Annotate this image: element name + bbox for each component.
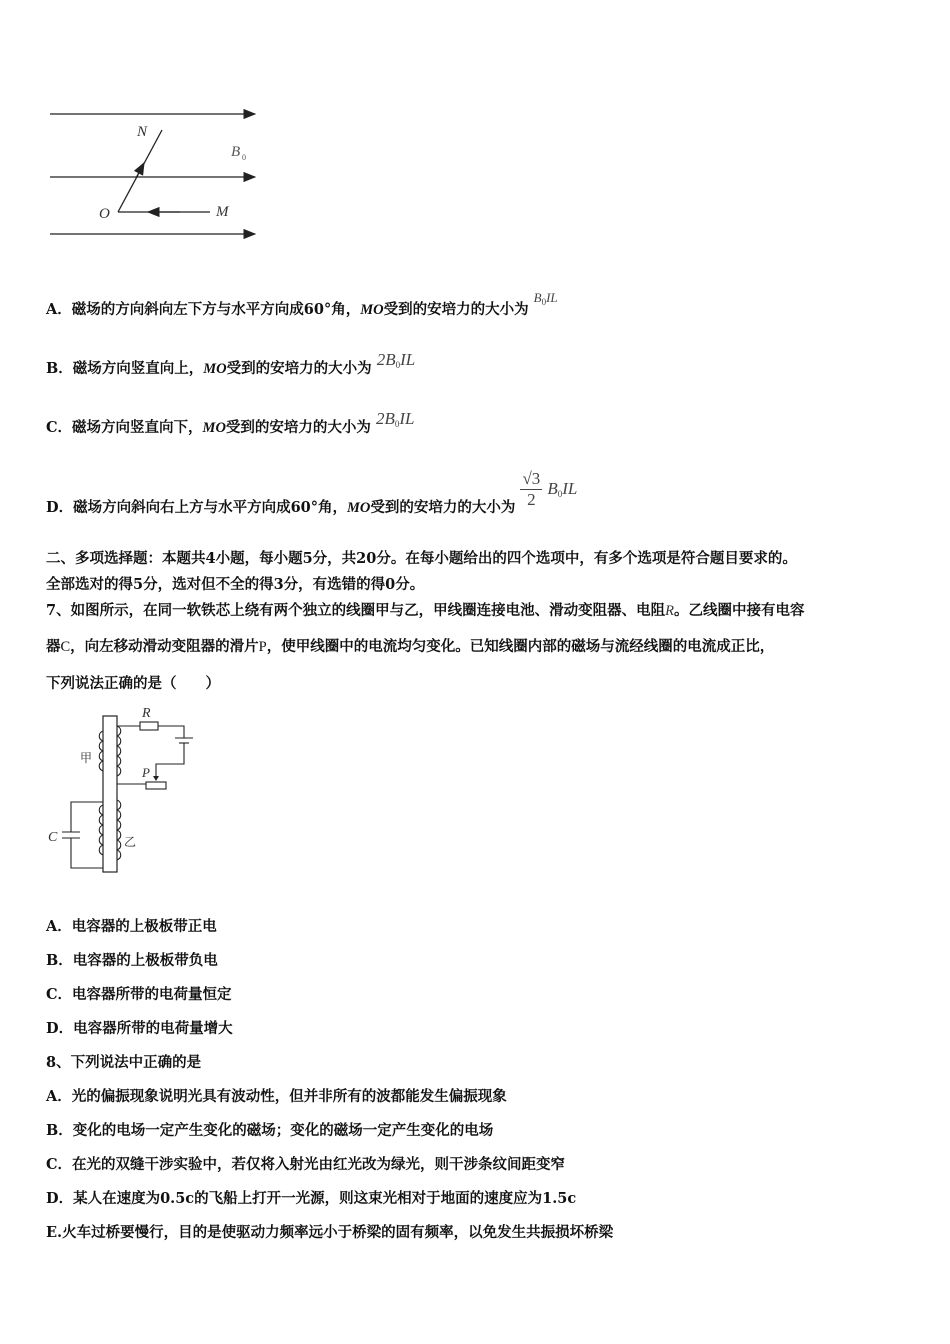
formula-a: $B_0IL$ xyxy=(533,290,558,307)
wire-ON-arrow xyxy=(136,163,144,178)
q6-option-a: A．磁场的方向斜向左下方与水平方向成60°角，MO受到的安培力的大小为 $B_0IL$ xyxy=(46,290,558,318)
label-M: M xyxy=(216,204,229,220)
q7-stem-line3: 下列说法正确的是（ ） xyxy=(46,675,220,692)
q7-stem-line2: 器C，向左移动滑动变阻器的滑片P，使甲线圈中的电流均匀变化。已知线圈内部的磁场与流经线圈的电流成正比， xyxy=(46,638,775,655)
label-B-sub: 0 xyxy=(242,153,246,162)
formula-b: $2B_0IL$ xyxy=(376,350,416,370)
q8-option-d: D．某人在速度为0.5c的飞船上打开一光源，则这束光相对于地面的速度应为1.5c xyxy=(46,1190,577,1207)
q7-option-c: C．电容器所带的电荷量恒定 xyxy=(46,986,232,1003)
q8-option-b: B．变化的电场一定产生变化的磁场；变化的磁场一定产生变化的电场 xyxy=(46,1122,494,1139)
q8-option-a: A．光的偏振现象说明光具有波动性，但并非所有的波都能发生偏振现象 xyxy=(46,1088,507,1105)
fig-label-P: P xyxy=(142,765,150,780)
q7-option-d: D．电容器所带的电荷量增大 xyxy=(46,1020,233,1037)
label-O: O xyxy=(99,206,110,222)
label-B: B xyxy=(231,144,241,160)
slider-P-arrow xyxy=(153,776,159,781)
formula-d: $B_0IL$ xyxy=(547,478,578,499)
iron-core xyxy=(103,716,117,872)
section2-line1: 二、多项选择题：本题共4小题，每小题5分，共20分。在每小题给出的四个选项中，有多个选项是符合题目要求的。 xyxy=(46,550,797,567)
formula-c: $2B_0IL$ xyxy=(375,409,415,429)
q6-option-d: D．磁场方向斜向右上方与水平方向成60°角，MO受到的安培力的大小为 $\frac{√3}{2}$ $B_0IL$ xyxy=(46,469,578,516)
q7-stem-line1: 7、如图所示，在同一软铁芯上绕有两个独立的线圈甲与乙，甲线圈连接电池、滑动变阻器、电阻R。乙线圈中接有电容 xyxy=(46,602,805,619)
q6-option-b: B．磁场方向竖直向上，MO受到的安培力的大小为 $2B_0IL$ xyxy=(46,350,416,377)
fig-label-C: C xyxy=(48,830,58,845)
q6-option-c: C．磁场方向竖直向下，MO受到的安培力的大小为 $2B_0IL$ xyxy=(46,409,415,436)
fig-label-R: R xyxy=(142,706,151,721)
q7-option-a: A．电容器的上极板带正电 xyxy=(46,918,217,935)
formula-d-fraction: $\frac{√3}{2}$ xyxy=(522,469,541,509)
section2-line2: 全部选对的得5分，选对但不全的得3分，有选错的得0分。 xyxy=(46,576,425,593)
figure-magnetic-field xyxy=(40,100,270,250)
q8-option-c: C．在光的双缝干涉实验中，若仅将入射光由红光改为绿光，则干涉条纹间距变窄 xyxy=(46,1156,566,1173)
q7-option-b: B．电容器的上极板带负电 xyxy=(46,952,218,969)
resistor-R xyxy=(140,722,158,730)
fig-label-jia: 甲 xyxy=(80,751,93,765)
figure-coil-circuit xyxy=(44,700,204,880)
rheostat xyxy=(146,782,166,789)
label-N: N xyxy=(137,124,148,140)
fig-label-yi: 乙 xyxy=(124,835,137,849)
q8-stem: 8、下列说法中正确的是 xyxy=(46,1054,202,1071)
q8-option-e: E.火车过桥要慢行，目的是使驱动力频率远小于桥梁的固有频率，以免发生共振损坏桥梁 xyxy=(46,1224,614,1241)
